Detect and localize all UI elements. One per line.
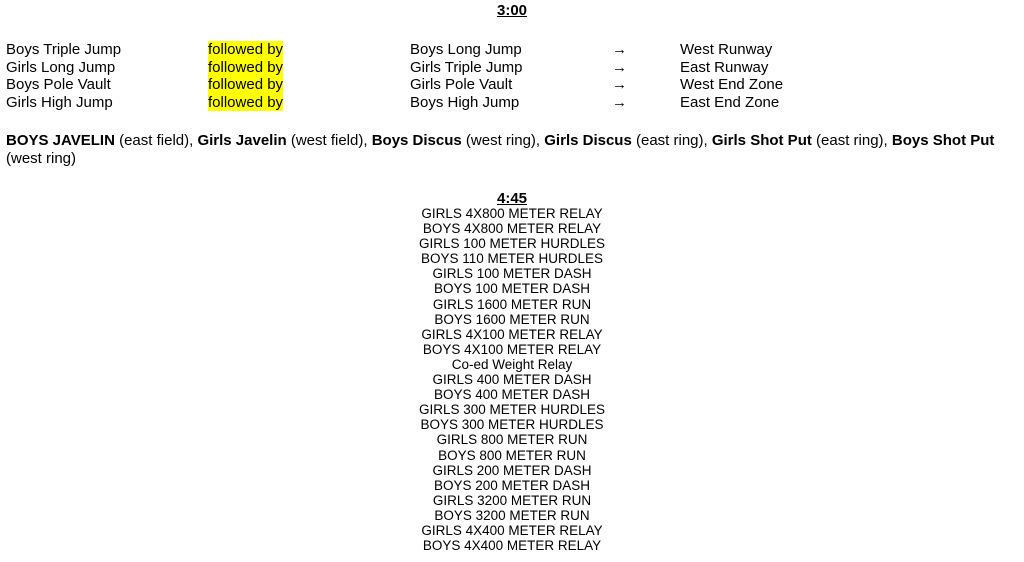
running-event: GIRLS 1600 METER RUN (432, 296, 592, 312)
running-event: GIRLS 800 METER RUN (436, 432, 588, 448)
arrow-icon: → (612, 41, 627, 58)
field-event-row (0, 76, 1024, 94)
running-event: GIRLS 400 METER DASH (432, 372, 592, 388)
running-event: BOYS 110 METER HURDLES (420, 251, 604, 267)
running-event: GIRLS 3200 METER RUN (432, 492, 592, 508)
running-event: BOYS 400 METER DASH (433, 387, 591, 403)
running-event: BOYS 3200 METER RUN (434, 507, 590, 523)
running-event: BOYS 800 METER RUN (438, 447, 586, 463)
arrow-icon: → (612, 76, 627, 93)
arrow-icon: → (612, 58, 627, 76)
event-name: Girls Long Jump (6, 58, 116, 76)
throw-event-name: BOYS JAVELIN (6, 132, 115, 149)
highlighted-connector: followed by (208, 76, 284, 93)
event-location: West End Zone (680, 76, 784, 93)
highlighted-connector: followed by (208, 58, 284, 76)
running-event: GIRLS 100 METER DASH (432, 266, 592, 282)
running-event: GIRLS 4X100 METER RELAY (421, 326, 603, 342)
throw-event-place: (east ring), (631, 132, 712, 149)
running-event: BOYS 1600 METER RUN (434, 311, 590, 327)
event-name: Boys Triple Jump (6, 41, 122, 58)
highlighted-connector: followed by (208, 93, 284, 111)
throw-event-place: (east ring), (811, 132, 892, 149)
event-location: East End Zone (680, 93, 780, 111)
throw-event-place: (west field), (286, 132, 372, 149)
running-event: BOYS 4X800 METER RELAY (422, 221, 602, 237)
running-event: BOYS 4X100 METER RELAY (422, 341, 602, 357)
throw-event-name: Girls Shot Put (711, 132, 812, 149)
running-event: GIRLS 100 METER HURDLES (418, 236, 606, 252)
throw-event-name: Girls Javelin (197, 132, 287, 149)
running-event: BOYS 4X400 METER RELAY (422, 538, 602, 554)
next-event-name: Girls Pole Vault (410, 76, 513, 93)
throwing-events-paragraph (6, 132, 1011, 168)
highlighted-connector: followed by (208, 41, 284, 58)
event-location: West Runway (680, 41, 773, 58)
running-event: BOYS 300 METER HURDLES (420, 417, 604, 433)
field-event-row (0, 59, 1024, 77)
throw-event-place: (east field), (114, 132, 198, 149)
next-event-name: Boys High Jump (410, 93, 520, 111)
event-name: Boys Pole Vault (6, 76, 111, 93)
running-event: GIRLS 300 METER HURDLES (418, 402, 606, 418)
throw-event-place: (west ring), (461, 132, 545, 149)
throw-event-name: Girls Discus (544, 132, 632, 149)
field-event-row (0, 94, 1024, 112)
running-event: Co-ed Weight Relay (451, 356, 573, 372)
event-location: East Runway (680, 58, 769, 76)
throw-event-place: (west ring) (6, 150, 77, 167)
running-events-list (0, 206, 1024, 553)
throw-event-name: Boys Shot Put (891, 132, 995, 149)
running-event: GIRLS 200 METER DASH (432, 462, 592, 478)
next-event-name: Girls Triple Jump (410, 58, 523, 76)
running-event: BOYS 200 METER DASH (433, 477, 591, 493)
time-heading-first: 3:00 (496, 2, 528, 19)
field-event-row (0, 41, 1024, 59)
next-event-name: Boys Long Jump (410, 41, 522, 58)
arrow-icon: → (612, 93, 627, 111)
event-name: Girls High Jump (6, 93, 113, 111)
running-event: GIRLS 4X800 METER RELAY (421, 206, 603, 221)
time-heading-second: 4:45 (496, 190, 528, 207)
running-event: GIRLS 4X400 METER RELAY (421, 522, 603, 538)
throw-event-name: Boys Discus (371, 132, 462, 149)
field-events-table (0, 41, 1024, 111)
running-event: BOYS 100 METER DASH (433, 281, 591, 297)
